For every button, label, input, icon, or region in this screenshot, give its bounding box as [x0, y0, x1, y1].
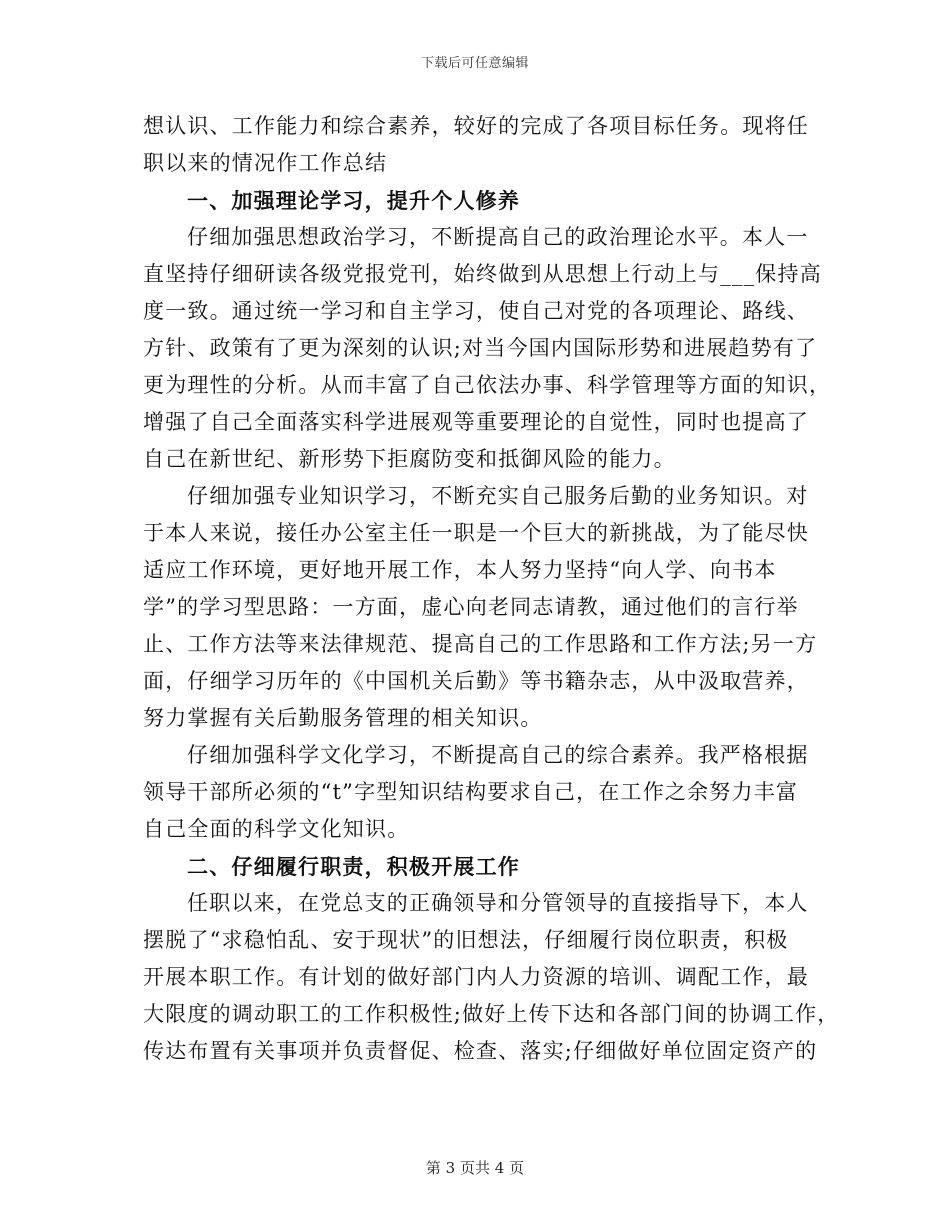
text-line: 于本人来说，接任办公室主任一职是一个巨大的新挑战，为了能尽快 [143, 521, 809, 545]
text-line: 自己全面的科学文化知识。 [143, 817, 410, 841]
text-line: 方针、政策有了更为深刻的认识;对当今国内国际形势和进展趋势有了 [143, 336, 818, 360]
text-line: 度一致。通过统一学习和自主学习，使自己对党的各项理论、路线、 [143, 299, 809, 323]
text-line: 想认识、工作能力和综合素养，较好的完成了各项目标任务。现将任 [143, 114, 809, 138]
text-line: 自己在新世纪、新形势下拒腐防变和抵御风险的能力。 [143, 447, 676, 471]
page-header: 下载后可任意编辑 [420, 56, 529, 71]
text-line: 摆脱了“求稳怕乱、安于现状”的旧想法，仔细履行岗位职责，积极 [143, 928, 789, 952]
document-body [143, 108, 840, 1070]
text-line: 更为理性的分析。从而丰富了自己依法办事、科学管理等方面的知识， [143, 373, 832, 397]
text-line: 职以来的情况作工作总结 [143, 151, 388, 175]
text-line: 直坚持仔细研读各级党报党刊，始终做到从思想上行动上与___保持高 [143, 262, 822, 286]
text-line: 学”的学习型思路：一方面，虚心向老同志请教，通过他们的言行举 [143, 595, 799, 619]
section-heading: 二、仔细履行职责，积极开展工作 [187, 854, 520, 879]
paragraph-first-line: 仔细加强科学文化学习，不断提高自己的综合素养。我严格根据 [187, 743, 809, 767]
paragraph-first-line: 仔细加强思想政治学习，不断提高自己的政治理论水平。本人一 [187, 225, 809, 249]
page-footer: 第 3 页共 4 页 [425, 1159, 525, 1177]
text-line: 适应工作环境，更好地开展工作，本人努力坚持“向人学、向书本 [143, 558, 777, 582]
text-line: 增强了自己全面落实科学进展观等重要理论的自觉性，同时也提高了 [143, 410, 809, 434]
text-line: 面，仔细学习历年的《中国机关后勤》等书籍杂志，从中汲取营养， [143, 669, 809, 693]
text-line: 领导干部所必须的“t”字型知识结构要求自己，在工作之余努力丰富 [143, 780, 799, 804]
text-line: 传达布置有关事项并负责督促、检查、落实;仔细做好单位固定资产的 [143, 1039, 818, 1063]
text-line: 大限度的调动职工的工作积极性;做好上传下达和各部门间的协调工作， [143, 1002, 840, 1026]
text-line: 开展本职工作。有计划的做好部门内人力资源的培训、调配工作，最 [143, 965, 809, 989]
text-line: 止、工作方法等来法律规范、提高自己的工作思路和工作方法;另一方 [143, 632, 818, 656]
paragraph-first-line: 仔细加强专业知识学习，不断充实自己服务后勤的业务知识。对 [187, 484, 809, 508]
section-heading: 一、加强理论学习，提升个人修养 [187, 188, 520, 213]
paragraph-first-line: 任职以来，在党总支的正确领导和分管领导的直接指导下，本人 [187, 891, 809, 915]
text-line: 努力掌握有关后勤服务管理的相关知识。 [143, 706, 543, 730]
